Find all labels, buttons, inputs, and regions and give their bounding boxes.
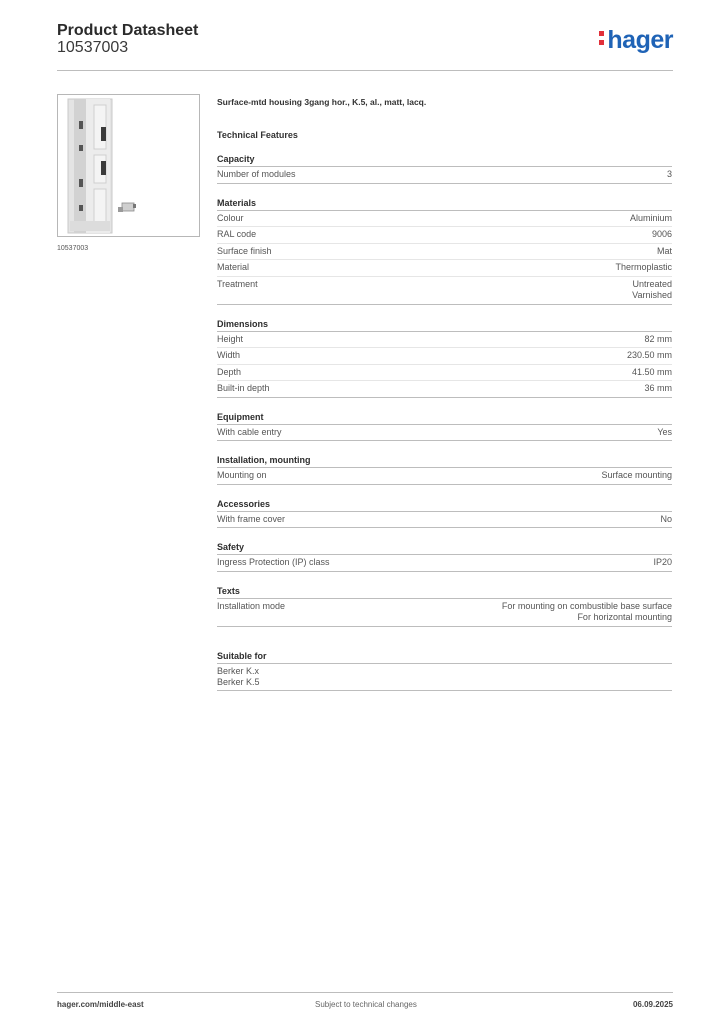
section-equipment [217,412,672,442]
row-label: Treatment [217,278,258,289]
section-safety [217,542,672,572]
suitable-list [217,664,672,691]
section-title: Safety [217,542,672,555]
housing-photo-icon [58,95,199,236]
section-title: Accessories [217,499,672,512]
table-row [217,227,672,244]
table-row [217,425,672,442]
row-value: Thermoplastic [615,262,672,272]
section-installation [217,455,672,485]
row-value: 82 mm [644,333,672,344]
row-value: Surface mounting [601,470,672,480]
footer-notice: Subject to technical changes [315,1000,417,1009]
row-value: 36 mm [644,383,672,393]
section-accessories [217,499,672,529]
logo-text: hager [607,26,673,54]
row-value: 41.50 mm [631,366,672,377]
image-caption: 10537003 [57,245,89,252]
table-row [217,381,672,398]
row-label: Installation mode [217,600,286,611]
row-label: Colour [217,212,244,223]
technical-features-heading: Technical Features [217,130,298,140]
row-value: Yes [657,426,672,437]
row-value-line: Untreated [632,278,672,289]
row-label: Number of modules [217,169,296,179]
row-value: IP20 [653,557,672,567]
footer-website-link[interactable]: hager.com/middle-east [57,1000,144,1009]
row-value: 230.50 mm [626,350,672,360]
row-label: Depth [217,366,242,377]
row-label: RAL code [217,229,257,239]
row-value: 3 [666,169,672,179]
row-value-multiline [502,601,672,624]
table-row [217,555,672,572]
list-item: Berker K.5 [217,676,260,687]
section-title: Dimensions [217,319,672,332]
row-value: 9006 [651,229,672,239]
row-label: Mounting on [217,470,267,480]
table-row [217,512,672,529]
hager-logo[interactable] [599,26,673,55]
row-label: Surface finish [217,245,272,256]
table-row [217,277,672,305]
product-image [57,94,200,237]
footer-date: 06.09.2025 [632,1000,673,1009]
section-suitable-for [217,651,672,691]
row-value-line: Varnished [632,290,672,300]
row-label: Height [217,333,244,344]
row-label: Width [217,350,241,360]
product-number: 10537003 [57,39,129,56]
table-row [217,244,672,261]
section-texts [217,586,672,627]
list-item: Berker K.x [217,665,260,676]
logo-dots-icon [599,28,605,47]
row-value: Aluminium [629,212,672,223]
section-title: Installation, mounting [217,455,672,468]
table-row [217,348,672,365]
row-label: Built-in depth [217,383,270,393]
row-label: With cable entry [217,426,282,437]
page-footer [57,992,673,1009]
row-value-multiline [632,279,672,302]
document-title: Product Datasheet [57,22,199,39]
table-row [217,211,672,228]
product-content [217,97,672,691]
row-value: No [660,513,672,524]
section-title: Suitable for [217,651,672,664]
row-value-line: For mounting on combustible base surface [501,600,672,611]
row-value: Mat [656,245,672,256]
row-value-line: For horizontal mounting [577,612,672,622]
product-description: Surface-mtd housing 3gang hor., K.5, al., matt, lacq. [217,97,427,107]
row-label: Material [217,262,250,272]
row-label: With frame cover [217,513,286,524]
section-title: Texts [217,586,672,599]
section-title: Capacity [217,154,672,167]
table-row [217,365,672,382]
table-row [217,332,672,349]
section-capacity [217,154,672,184]
section-materials [217,198,672,305]
section-title: Materials [217,198,672,211]
table-row [217,468,672,485]
page-header [57,22,673,71]
table-row [217,167,672,184]
table-row [217,260,672,277]
section-title: Equipment [217,412,672,425]
section-dimensions [217,319,672,398]
table-row [217,599,672,627]
row-label: Ingress Protection (IP) class [217,557,330,567]
